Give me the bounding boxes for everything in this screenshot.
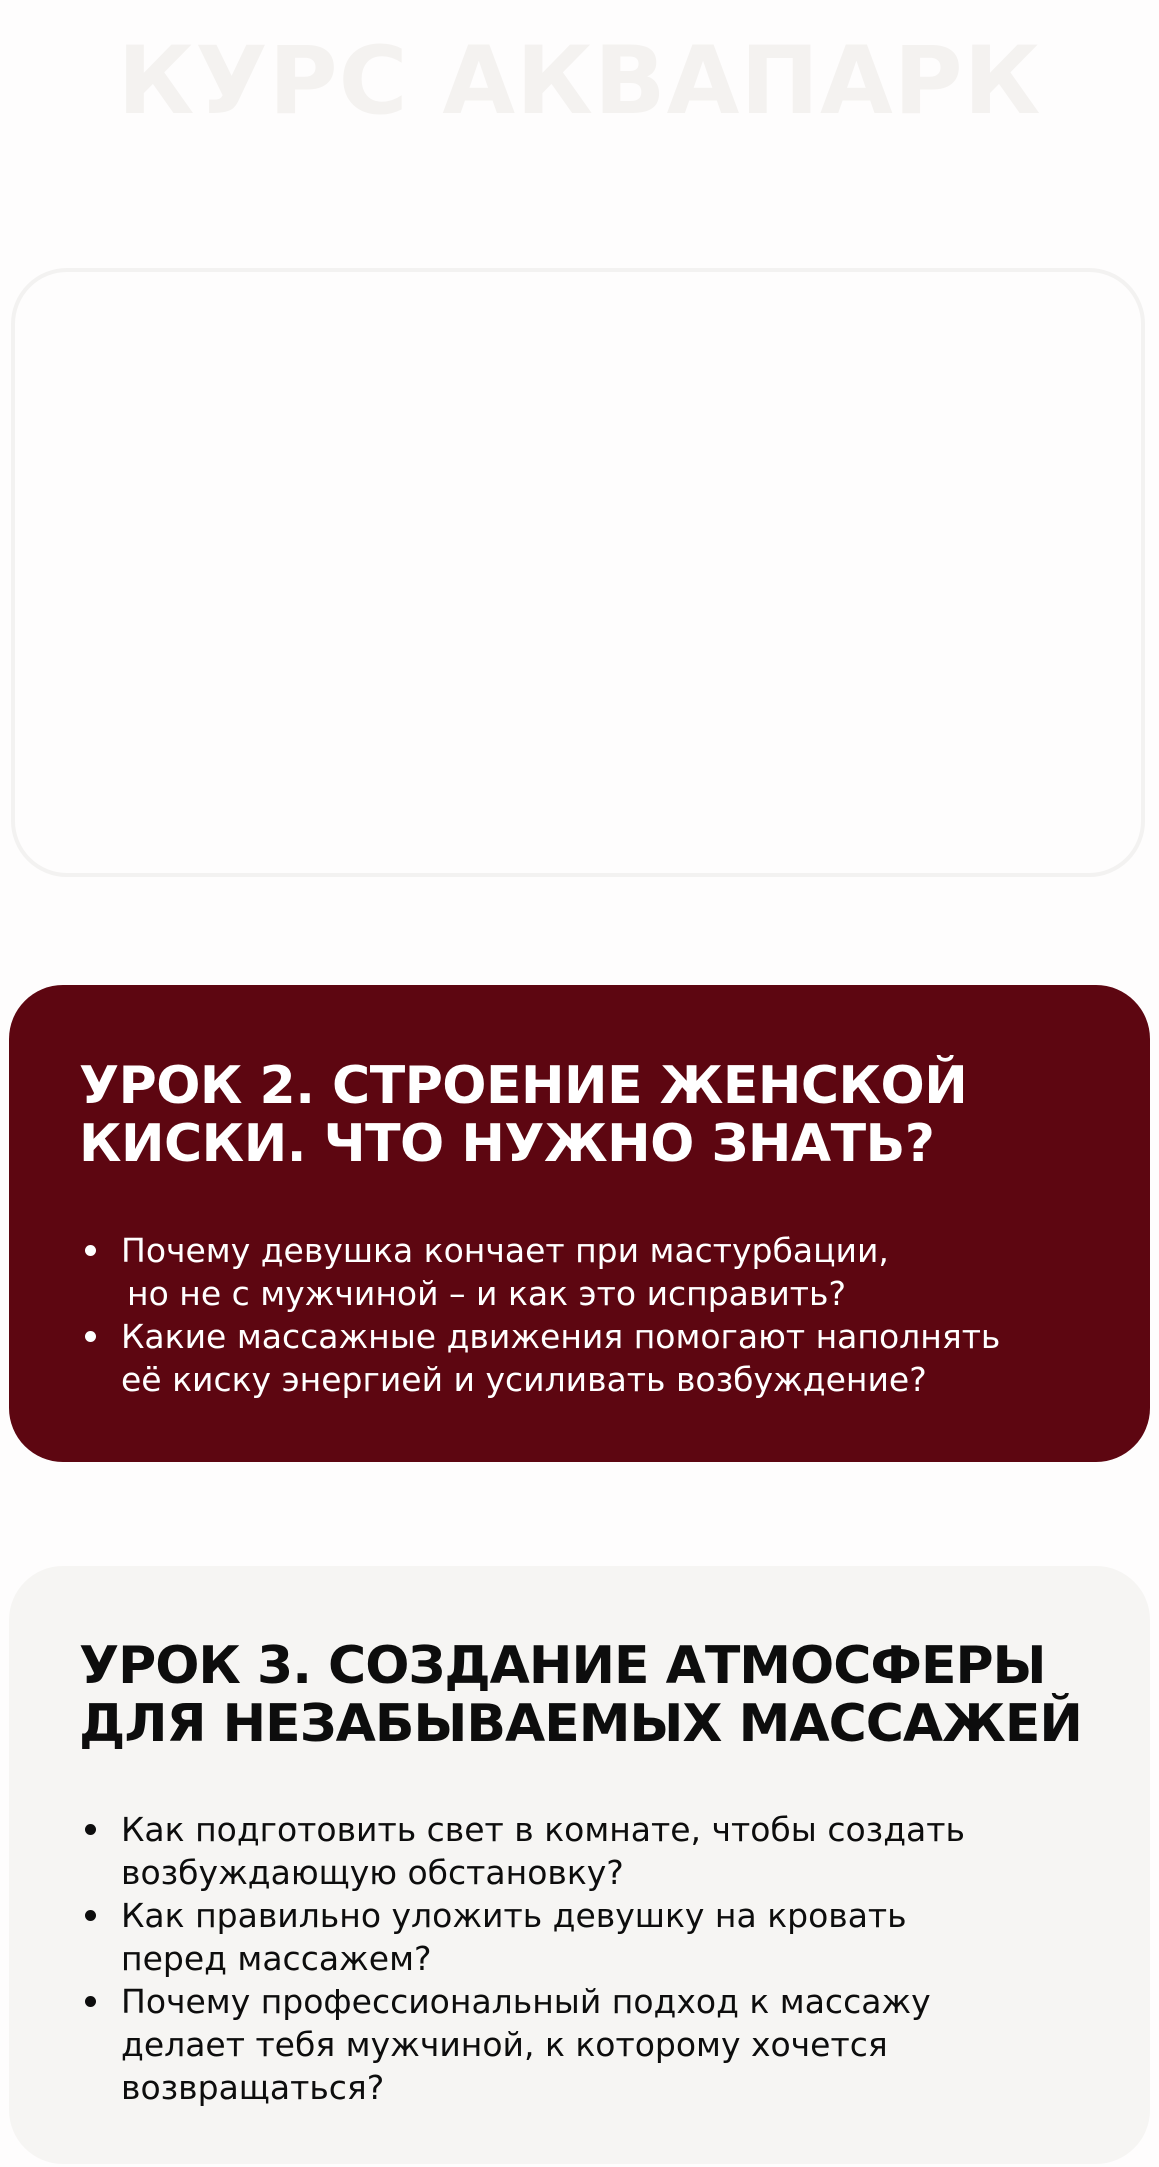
list-item-text: возбуждающую обстановку? (121, 1853, 624, 1892)
course-title: КУРС АКВАПАРК (117, 27, 1042, 136)
list-item-text: Какие массажные движения помогают наполнять (121, 1317, 1001, 1356)
lesson-title-line: ДЛЯ НЕЗАБЫВАЕМЫХ МАССАЖЕЙ (79, 1694, 1082, 1754)
list-item-text: Почему девушка кончает при мастурбации, (121, 1231, 889, 1270)
lesson-title-line: КИСКИ. ЧТО НУЖНО ЗНАТЬ? (79, 1114, 935, 1174)
list-item-text: Почему профессиональный подход к массажу (121, 1982, 931, 2021)
empty-media-card (11, 268, 1145, 877)
bullet-icon (85, 1331, 96, 1342)
list-item-text: делает тебя мужчиной, к которому хочется (121, 2025, 888, 2064)
bullet-icon (85, 1824, 96, 1835)
list-item (77, 1229, 1117, 1315)
lesson-bullet-list (77, 1229, 1117, 1401)
lesson-card-3 (9, 1566, 1150, 2164)
list-item-text: Как правильно уложить девушку на кровать (121, 1896, 907, 1935)
lesson-bullet-list (77, 1808, 1117, 2109)
lesson-title-line: УРОК 3. СОЗДАНИЕ АТМОСФЕРЫ (79, 1636, 1046, 1696)
list-item (77, 1894, 1117, 1980)
list-item-text: её киску энергией и усиливать возбуждение? (121, 1360, 927, 1399)
bullet-icon (85, 1910, 96, 1921)
lesson-card-2 (9, 985, 1150, 1462)
lesson-title (79, 1057, 1059, 1173)
list-item-text: перед массажем? (121, 1939, 432, 1978)
bullet-icon (85, 1245, 96, 1256)
list-item (77, 1980, 1117, 2109)
bullet-icon (85, 1996, 96, 2007)
list-item-text: Как подготовить свет в комнате, чтобы создать (121, 1810, 965, 1849)
list-item-text: но не с мужчиной – и как это исправить? (127, 1274, 846, 1313)
list-item (77, 1808, 1117, 1894)
lesson-title (79, 1637, 1129, 1753)
list-item (77, 1315, 1117, 1401)
list-item-text: возвращаться? (121, 2068, 385, 2107)
lesson-title-line: УРОК 2. СТРОЕНИЕ ЖЕНСКОЙ (79, 1056, 968, 1116)
